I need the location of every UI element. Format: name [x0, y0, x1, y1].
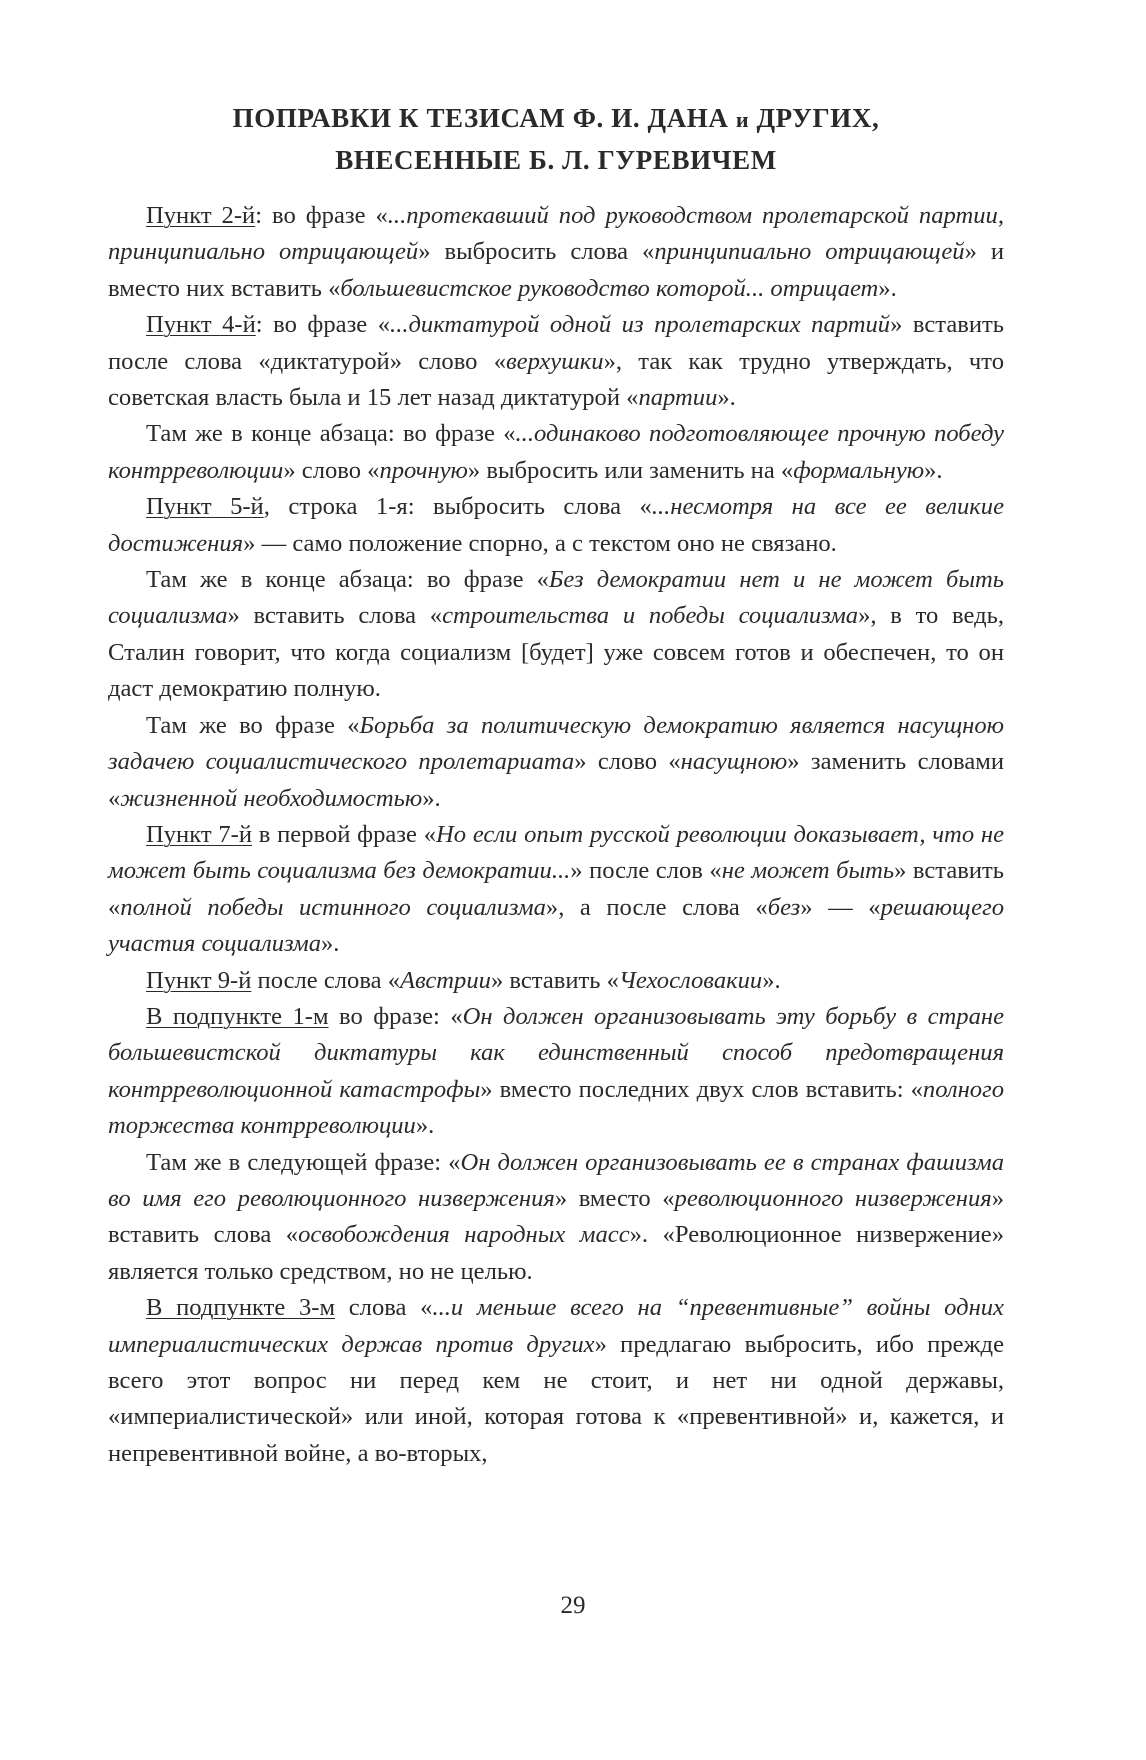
text-run: ».	[878, 274, 897, 302]
text-run: » — «	[800, 893, 881, 921]
paragraph	[108, 1290, 1004, 1472]
quoted-text: ...несмотря на все ее великие достижения	[108, 493, 1005, 557]
page-number: 29	[560, 1592, 586, 1619]
text-run: ».	[762, 966, 781, 994]
quoted-text: ...диктатурой одной из пролетарских партий	[390, 311, 891, 339]
quoted-text: ...одинаково подготовляющее прочную победу контрреволюции	[108, 420, 1004, 484]
document-page	[108, 98, 1004, 1472]
text-run: во фразе: «	[328, 1002, 463, 1030]
quoted-text: не может быть	[721, 857, 895, 885]
text-run: », а после слова «	[545, 893, 768, 921]
quoted-text: Он должен организовывать ее в странах фашизма во имя его революционного низвержения	[108, 1148, 1004, 1212]
text-run: » вместо «	[554, 1184, 675, 1212]
quoted-text: Австрии	[400, 966, 491, 994]
quoted-text: Без демократии нет и не может быть социализма	[108, 566, 1004, 630]
text-run: Там же во фразе «	[146, 711, 360, 739]
paragraph	[108, 198, 1004, 307]
text-run: : во фразе «	[255, 202, 388, 229]
text-run: » вставить слова «	[227, 602, 443, 630]
body-text	[108, 198, 1004, 1472]
paragraph	[108, 489, 1004, 562]
quoted-text: революционного низвержения	[674, 1184, 992, 1212]
text-run: Там же в следующей фразе: «	[146, 1148, 461, 1176]
quoted-text: Чехословакии	[618, 966, 763, 994]
text-run: ».	[924, 456, 943, 484]
text-run: : во фразе «	[255, 311, 391, 339]
item-label: Пункт 5-й	[146, 493, 264, 521]
text-run: » выбросить слова «	[418, 238, 655, 266]
quoted-text: принципиально отрицающей	[654, 238, 965, 266]
text-run: ».	[422, 784, 441, 812]
quoted-text: большевистское руководство которой... отрицает	[340, 274, 879, 302]
text-run: ». «Революционное низвержение» является только средством, но не целью.	[108, 1221, 1004, 1285]
text-run: », в то ведь, Сталин говорит, что когда социализм [будет] уже совсем готов и обеспечен, то он даст демократию полную.	[108, 602, 1004, 703]
text-run: » предлагаю выбросить, ибо прежде всего этот вопрос ни перед кем не стоит, и нет ни одной державы, «империалистической» или иной, которая готова к «превентивной» и, кажется, и непревентивной войне, а во-вторых,	[108, 1330, 1004, 1467]
title-line-2: ВНЕСЕННЫЕ Б. Л. ГУРЕВИЧЕМ	[335, 145, 777, 175]
paragraph	[108, 708, 1004, 817]
text-run: в первой фразе «	[252, 820, 436, 848]
text-run: Там же в конце абзаца: во фразе «	[146, 566, 549, 594]
text-run: », так как трудно утверждать, что советская власть была и 15 лет назад диктатурой «	[108, 347, 1004, 412]
text-run: слова «	[335, 1294, 433, 1322]
text-run: после слова «	[251, 966, 400, 994]
paragraph	[108, 1145, 1004, 1291]
item-label: Пункт 2-й	[146, 202, 256, 229]
text-run: » выбросить или заменить на «	[467, 456, 794, 484]
quoted-text: освобождения народных масс	[298, 1221, 630, 1249]
item-label: Пункт 4-й	[146, 311, 256, 339]
paragraph	[108, 999, 1004, 1145]
text-run: » слово «	[574, 748, 681, 776]
quoted-text: ...протекавший под руководством пролетарской партии, принципиально отрицающей	[108, 202, 1005, 266]
quoted-text: строительства и победы социализма	[442, 602, 859, 630]
text-run: » вставить после слова «диктатурой» слово «	[108, 311, 1004, 375]
text-run: » после слов «	[570, 857, 722, 885]
title-line-1: ПОПРАВКИ К ТЕЗИСАМ Ф. И. ДАНА и ДРУГИХ,	[232, 103, 880, 133]
quoted-text: ...и меньше всего на “превентивные” войны одних империалистических держав против других	[108, 1294, 1004, 1358]
quoted-text: без	[767, 893, 801, 921]
text-run: » вставить слова «	[108, 1184, 1004, 1249]
text-run: ».	[321, 930, 340, 958]
text-run: » вместо последних двух слов вставить: «	[480, 1075, 923, 1103]
item-label: В подпункте 3-м	[146, 1294, 336, 1322]
quoted-text: Но если опыт русской революции доказывает, что не может быть социализма без демократии...	[108, 820, 1004, 885]
quoted-text: формальную	[793, 456, 925, 484]
quoted-text: полного торжества контрреволюции	[108, 1075, 1004, 1140]
quoted-text: жизненной необходимостью	[120, 784, 423, 812]
text-run: , строка 1-я: выбросить слова «	[263, 493, 652, 521]
text-run: » слово «	[283, 456, 380, 484]
text-run: Там же в конце абзаца: во фразе «	[146, 420, 516, 448]
item-label: Пункт 9-й	[146, 966, 252, 994]
paragraph	[108, 817, 1004, 963]
text-run: » — само положение спорно, а с текстом оно не связано.	[243, 529, 837, 557]
quoted-text: решающего участия социализма	[108, 893, 1004, 958]
quoted-text: партии	[638, 384, 718, 412]
text-run: » заменить словами «	[108, 748, 1004, 812]
text-run: ».	[717, 384, 736, 412]
text-run: ».	[415, 1112, 435, 1140]
text-run: » вставить «	[490, 966, 619, 994]
quoted-text: Борьба за политическую демократию является насущною задачею социалистического пролетариата	[108, 711, 1005, 776]
text-run: » вставить «	[108, 857, 1004, 921]
quoted-text: верхушки	[506, 347, 604, 375]
text-run: » и вместо них вставить «	[108, 238, 1004, 302]
quoted-text: насущною	[680, 748, 788, 776]
paragraph	[108, 963, 1004, 999]
paragraph	[108, 307, 1004, 416]
quoted-text: Он должен организовывать эту борьбу в стране большевистской диктатуры как единственный способ предотвращения контрреволюционной катастрофы	[108, 1002, 1004, 1103]
quoted-text: прочную	[379, 456, 468, 484]
item-label: Пункт 7-й	[146, 820, 252, 848]
paragraph	[108, 416, 1004, 489]
item-label: В подпункте 1-м	[146, 1002, 329, 1030]
page-title	[108, 98, 1004, 180]
paragraph	[108, 562, 1004, 708]
quoted-text: полной победы истинного социализма	[120, 893, 546, 921]
